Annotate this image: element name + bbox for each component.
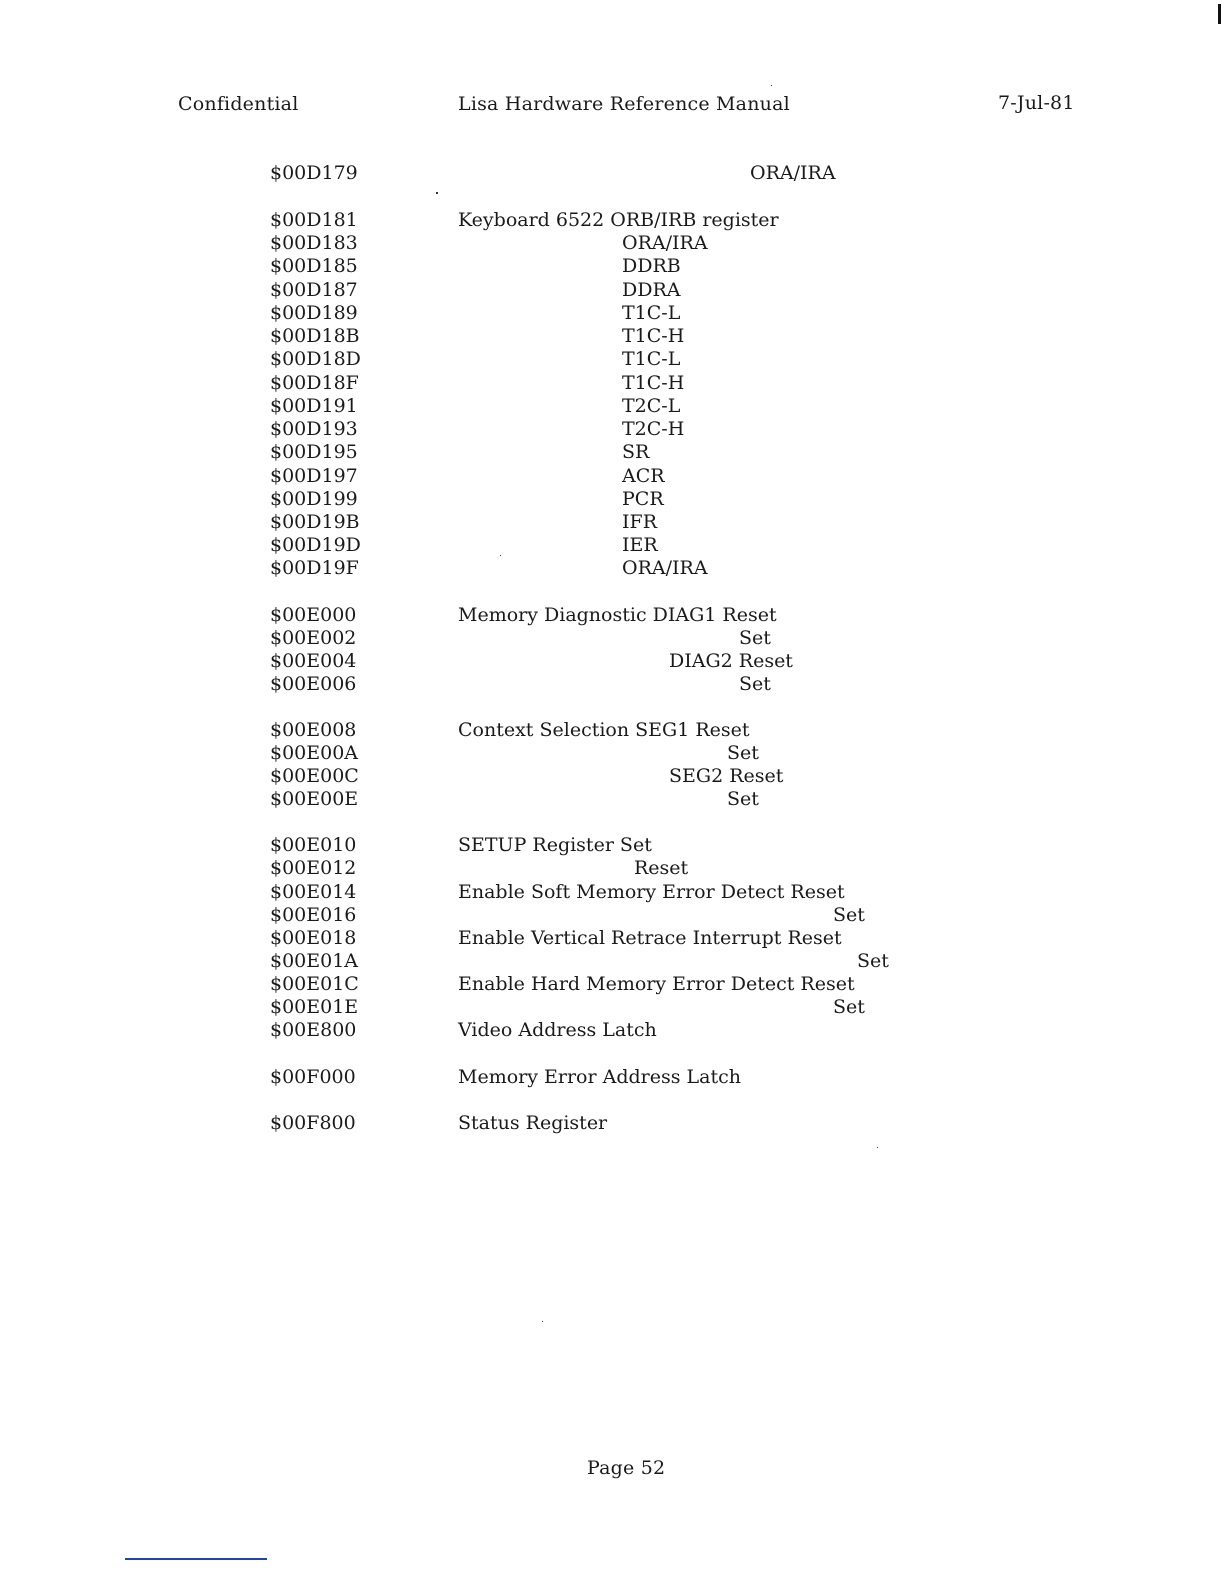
address-cell: $00D189: [270, 302, 358, 324]
address-cell: $00E014: [270, 881, 357, 903]
address-cell: $00E004: [270, 650, 357, 672]
description-cell: SR: [622, 441, 650, 463]
description-cell: SETUP Register Set: [458, 834, 652, 856]
description-cell: ORA/IRA: [622, 557, 708, 579]
address-cell: $00D18F: [270, 372, 359, 394]
address-cell: $00D193: [270, 418, 358, 440]
description-cell: ORA/IRA: [622, 232, 708, 254]
header-date: 7-Jul-81: [998, 92, 1075, 114]
description-cell: Keyboard 6522 ORB/IRB register: [458, 209, 779, 231]
address-cell: $00F000: [270, 1066, 356, 1088]
description-cell: Video Address Latch: [458, 1019, 657, 1041]
description-cell: DDRB: [622, 255, 681, 277]
address-cell: $00E01E: [270, 996, 359, 1018]
address-cell: $00E010: [270, 834, 357, 856]
address-cell: $00D183: [270, 232, 358, 254]
address-cell: $00D197: [270, 465, 358, 487]
scan-speck: [771, 85, 772, 86]
address-cell: $00E00E: [270, 788, 359, 810]
description-cell: Set: [833, 996, 865, 1018]
description-cell: Enable Hard Memory Error Detect Reset: [458, 973, 855, 995]
description-cell: Set: [727, 742, 759, 764]
description-cell: Memory Diagnostic DIAG1 Reset: [458, 604, 777, 626]
scan-edge-mark: [1218, 4, 1221, 24]
description-cell: Memory Error Address Latch: [458, 1066, 741, 1088]
description-cell: Context Selection SEG1 Reset: [458, 719, 750, 741]
address-cell: $00E012: [270, 857, 357, 879]
description-cell: T2C-L: [622, 395, 681, 417]
description-cell: ACR: [622, 465, 665, 487]
description-cell: Enable Soft Memory Error Detect Reset: [458, 881, 845, 903]
address-cell: $00E006: [270, 673, 357, 695]
address-cell: $00D191: [270, 395, 358, 417]
address-cell: $00E800: [270, 1019, 357, 1041]
address-cell: $00D199: [270, 488, 358, 510]
address-cell: $00F800: [270, 1112, 356, 1134]
address-cell: $00D187: [270, 279, 358, 301]
description-cell: Set: [833, 904, 865, 926]
scan-speck: [436, 192, 438, 194]
description-cell: Set: [739, 627, 771, 649]
scan-speck: [500, 555, 501, 556]
description-cell: Set: [727, 788, 759, 810]
description-cell: IFR: [622, 511, 657, 533]
description-cell: Set: [857, 950, 889, 972]
description-cell: T1C-H: [622, 325, 685, 347]
description-cell: Set: [739, 673, 771, 695]
address-cell: $00D18B: [270, 325, 360, 347]
address-cell: $00E008: [270, 719, 357, 741]
address-cell: $00D19F: [270, 557, 359, 579]
description-cell: T2C-H: [622, 418, 685, 440]
address-cell: $00E018: [270, 927, 357, 949]
address-cell: $00E00A: [270, 742, 359, 764]
address-cell: $00E00C: [270, 765, 359, 787]
description-cell: SEG2 Reset: [669, 765, 784, 787]
address-cell: $00D19D: [270, 534, 361, 556]
address-cell: $00E01A: [270, 950, 359, 972]
address-cell: $00E01C: [270, 973, 359, 995]
header-confidential: Confidential: [178, 93, 299, 115]
description-cell: Reset: [634, 857, 689, 879]
scan-speck: [877, 1147, 878, 1148]
description-cell: DIAG2 Reset: [669, 650, 793, 672]
address-cell: $00D19B: [270, 511, 360, 533]
description-cell: T1C-L: [622, 348, 681, 370]
address-cell: $00D185: [270, 255, 358, 277]
description-cell: Status Register: [458, 1112, 608, 1134]
description-cell: IER: [622, 534, 658, 556]
address-cell: $00D195: [270, 441, 358, 463]
address-cell: $00D18D: [270, 348, 361, 370]
header-title: Lisa Hardware Reference Manual: [458, 93, 790, 115]
address-cell: $00D179: [270, 162, 358, 184]
address-cell: $00E000: [270, 604, 357, 626]
description-cell: ORA/IRA: [750, 162, 836, 184]
bottom-rule: [125, 1558, 267, 1560]
description-cell: T1C-H: [622, 372, 685, 394]
description-cell: PCR: [622, 488, 664, 510]
description-cell: DDRA: [622, 279, 681, 301]
address-cell: $00D181: [270, 209, 358, 231]
address-cell: $00E002: [270, 627, 357, 649]
scan-speck: [542, 1321, 543, 1322]
description-cell: T1C-L: [622, 302, 681, 324]
address-cell: $00E016: [270, 904, 357, 926]
description-cell: Enable Vertical Retrace Interrupt Reset: [458, 927, 842, 949]
page-number: Page 52: [587, 1457, 666, 1479]
